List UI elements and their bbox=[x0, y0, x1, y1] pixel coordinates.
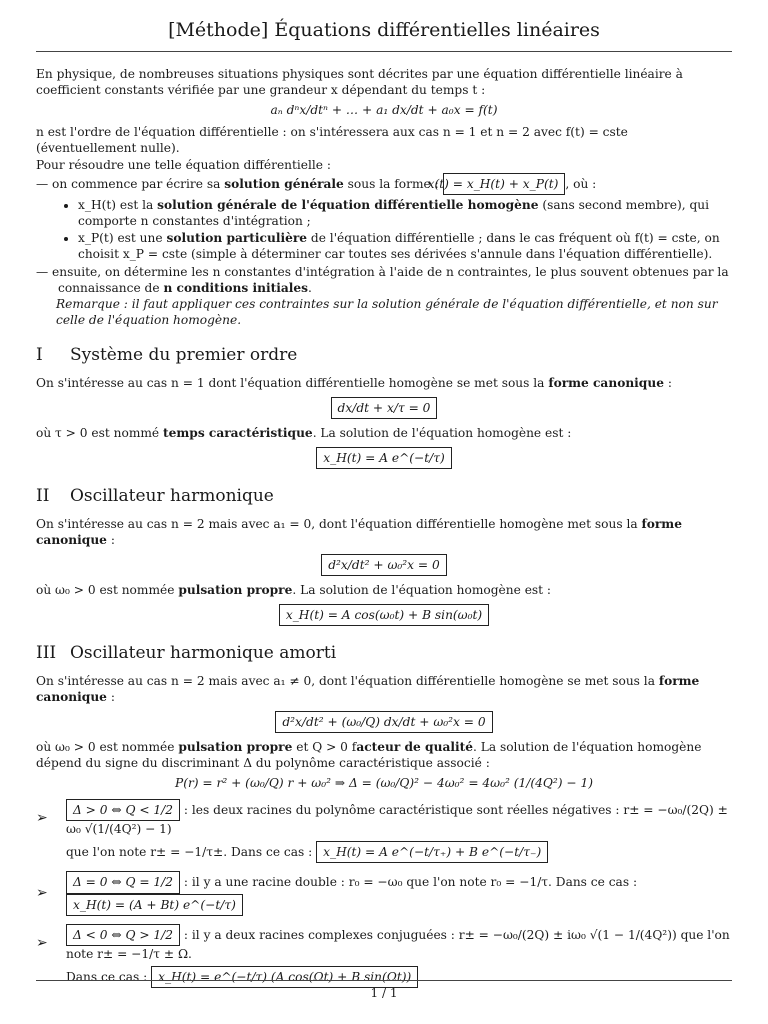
s3-quality-paragraph: où ω₀ > 0 est nommée pulsation propre et Q > 0 facteur de qualité. La solution de l'équation homogène dépend du signe du discriminant Δ du polynôme caractéristique associé : bbox=[36, 739, 702, 771]
title-rule bbox=[36, 51, 732, 52]
case-overdamped: ➢ Δ > 0 ⇔ Q < 1/2 : les deux racines du polynôme caractéristique sont réelles négatives : r± = −ω₀/(2Q) ± ω₀ √(1/(4Q²) − 1) bbox=[36, 799, 732, 837]
s1-intro: On s'intéresse au cas n = 1 dont l'équation différentielle homogène se met sous la forme canonique : bbox=[36, 375, 672, 390]
document-title: [Méthode] Équations différentielles linéaires bbox=[168, 19, 600, 41]
overdamped-solution: x_H(t) = A e^(−t/τ₊) + B e^(−t/τ₋) bbox=[316, 841, 548, 863]
step-general-solution: — on commence par écrire sa solution générale sous la forme : x(t) = x_H(t) + x_P(t) , où : bbox=[36, 173, 732, 195]
page bbox=[36, 18, 732, 988]
s1-canonical-equation: dx/dt + x/τ = 0 bbox=[331, 397, 438, 419]
critical-solution: x_H(t) = (A + Bt) e^(−t/τ) bbox=[66, 894, 243, 916]
general-equation: aₙ dⁿx/dtⁿ + … + a₁ dx/dt + a₀x = f(t) bbox=[270, 103, 498, 118]
s3-intro: On s'intéresse au cas n = 2 mais avec a₁ ≠ 0, dont l'équation différentielle homogène se met sous la forme canonique : bbox=[36, 673, 700, 704]
s2-solution: x_H(t) = A cos(ω₀t) + B sin(ω₀t) bbox=[279, 604, 489, 626]
method-paragraph: Pour résoudre une telle équation différentielle : bbox=[36, 157, 332, 172]
page-number: 1 / 1 bbox=[370, 986, 398, 1000]
solution-parts-list bbox=[36, 197, 732, 262]
s3-canonical-equation: d²x/dt² + (ω₀/Q) dx/dt + ω₀²x = 0 bbox=[275, 711, 492, 733]
list-item-homogeneous: • x_H(t) est la solution générale de l'équation différentielle homogène (sans second membre), qui comporte n constantes d'intégration ; bbox=[78, 197, 732, 229]
intro-paragraph: En physique, de nombreuses situations physiques sont décrites par une équation différentielle linéaire à coefficient constants vérifiée par une grandeur x dépendant du temps t : bbox=[36, 67, 683, 98]
section-heading-first-order: I Système du premier ordre bbox=[36, 345, 298, 366]
s2-omega-paragraph: où ω₀ > 0 est nommée pulsation propre. La solution de l'équation homogène est : bbox=[36, 583, 552, 598]
characteristic-polynomial: P(r) = r² + (ω₀/Q) r + ω₀² ⇒ Δ = (ω₀/Q)² − 4ω₀² = 4ω₀² (1/(4Q²) − 1) bbox=[175, 776, 593, 791]
footer-rule bbox=[36, 980, 732, 981]
s2-canonical-equation: d²x/dt² + ω₀²x = 0 bbox=[321, 554, 447, 576]
s1-solution: x_H(t) = A e^(−t/τ) bbox=[316, 447, 452, 469]
order-paragraph: n est l'ordre de l'équation différentielle : on s'intéressera aux cas n = 1 et n = 2 avec f(t) = cste (éventuellement nulle). bbox=[36, 125, 628, 156]
arrow-bullet-icon: ➢ bbox=[36, 934, 48, 951]
case-condition-box: Δ > 0 ⇔ Q < 1/2 bbox=[66, 799, 180, 821]
step-constants: — ensuite, on détermine les n constantes d'intégration à l'aide de n contraintes, le plus souvent obtenues par la connaissance de n conditions initiales. bbox=[36, 265, 729, 296]
arrow-bullet-icon: ➢ bbox=[36, 885, 48, 902]
case-critical: ➢ Δ = 0 ⇔ Q = 1/2 : il y a une racine double : r₀ = −ω₀ que l'on note r₀ = −1/τ. Dans ce cas : x_H(t) = (A + Bt) e^(−t/τ) bbox=[36, 871, 732, 915]
general-solution-box: x(t) = x_H(t) + x_P(t) bbox=[443, 173, 566, 195]
case-overdamped-solution-line: que l'on note r± = −1/τ±. Dans ce cas : x_H(t) = A e^(−t/τ₊) + B e^(−t/τ₋) bbox=[66, 841, 732, 863]
arrow-bullet-icon: ➢ bbox=[36, 810, 48, 827]
case-underdamped-solution-line: Dans ce cas : x_H(t) = e^(−t/τ) (A cos(Ωt) + B sin(Ωt)) bbox=[66, 966, 732, 988]
section-heading-damped: III Oscillateur harmonique amorti bbox=[36, 643, 337, 664]
underdamped-solution: x_H(t) = e^(−t/τ) (A cos(Ωt) + B sin(Ωt)) bbox=[151, 966, 418, 988]
list-item-particular: • x_P(t) est une solution particulière de l'équation différentielle ; dans le cas fréquent où f(t) = cste, on choisit x_P = cste (simple à déterminer car toutes ses dérivées s'annule dans l'équation différentielle). bbox=[78, 230, 732, 262]
s1-tau-paragraph: où τ > 0 est nommé temps caractéristique. La solution de l'équation homogène est : bbox=[36, 426, 572, 441]
section-heading-harmonic: II Oscillateur harmonique bbox=[36, 486, 274, 507]
case-condition-box: Δ < 0 ⇔ Q > 1/2 bbox=[66, 924, 180, 946]
case-underdamped: ➢ Δ < 0 ⇔ Q > 1/2 : il y a deux racines complexes conjuguées : r± = −ω₀/(2Q) ± iω₀ √(1 − 1/(4Q²)) que l'on note r± = −1/τ ± Ω. bbox=[36, 924, 732, 962]
remark: Remarque : il faut appliquer ces contraintes sur la solution générale de l'équation différentielle, et non sur celle de l'équation homogène. bbox=[56, 297, 718, 328]
s2-intro: On s'intéresse au cas n = 2 mais avec a₁ = 0, dont l'équation différentielle homogène met sous la forme canonique : bbox=[36, 516, 682, 547]
case-condition-box: Δ = 0 ⇔ Q = 1/2 bbox=[66, 871, 180, 893]
